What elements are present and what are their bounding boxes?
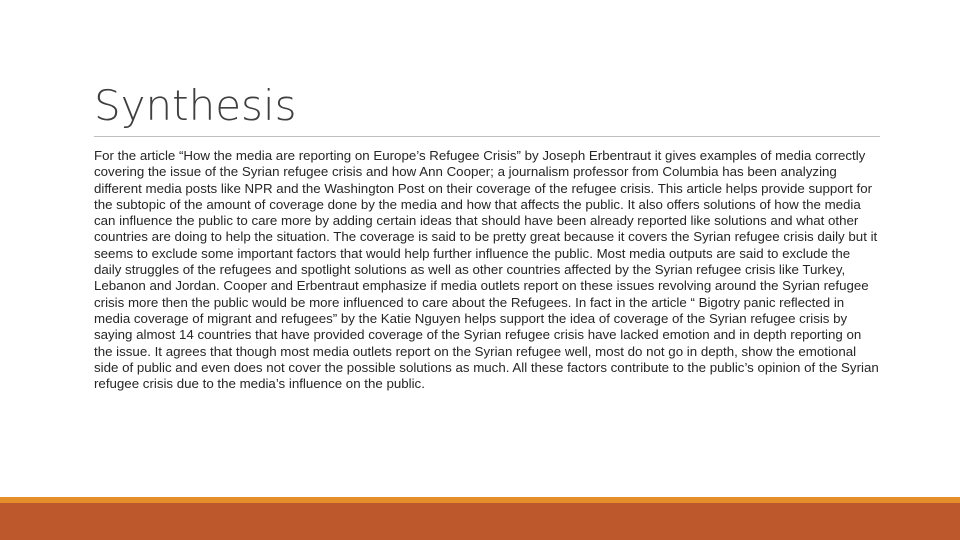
footer-bar [0,503,960,540]
title-divider [94,136,880,137]
slide-title: Synthesis [94,81,297,130]
slide-body-text: For the article “How the media are reporting on Europe’s Refugee Crisis” by Joseph Erbentraut it gives examples of media correctly covering the issue of the Syrian refugee crisis and how Ann Cooper; a journalism professor from Columbia has been analyzing different media posts like NPR and the Washington Post on their coverage of the refugee crisis. This article helps provide support for the subtopic of the amount of coverage done by the media and how that affects the public. It also offers solutions of how the media can influence the public to care more by adding certain ideas that should have been already reported like solutions and what other countries are doing to help the situation. The coverage is said to be pretty great because it covers the Syrian refugee crisis daily but it seems to exclude some important factors that would help further influence the public. Most media outputs are said to exclude the daily struggles of the refugees and spotlight solutions as well as other countries affected by the Syrian refugee crisis like Turkey, Lebanon and Jordan. Cooper and Erbentraut emphasize if media outlets report on these issues revolving around the Syrian refugee crisis more then the public would be more influenced to care about the Refugees. In fact in the article “ Bigotry panic reflected in media coverage of migrant and refugees” by the Katie Nguyen helps support the idea of coverage of the Syrian refugee crisis by saying almost 14 countries that have provided coverage of the Syrian refugee crisis have lacked emotion and in depth reporting on the issue. It agrees that though most media outlets report on the Syrian refugee well, most do not go in depth, show the emotional side of public and even does not cover the possible solutions as much. All these factors contribute to the public’s opinion of the Syrian refugee crisis due to the media’s influence on the public. [94,148,879,392]
